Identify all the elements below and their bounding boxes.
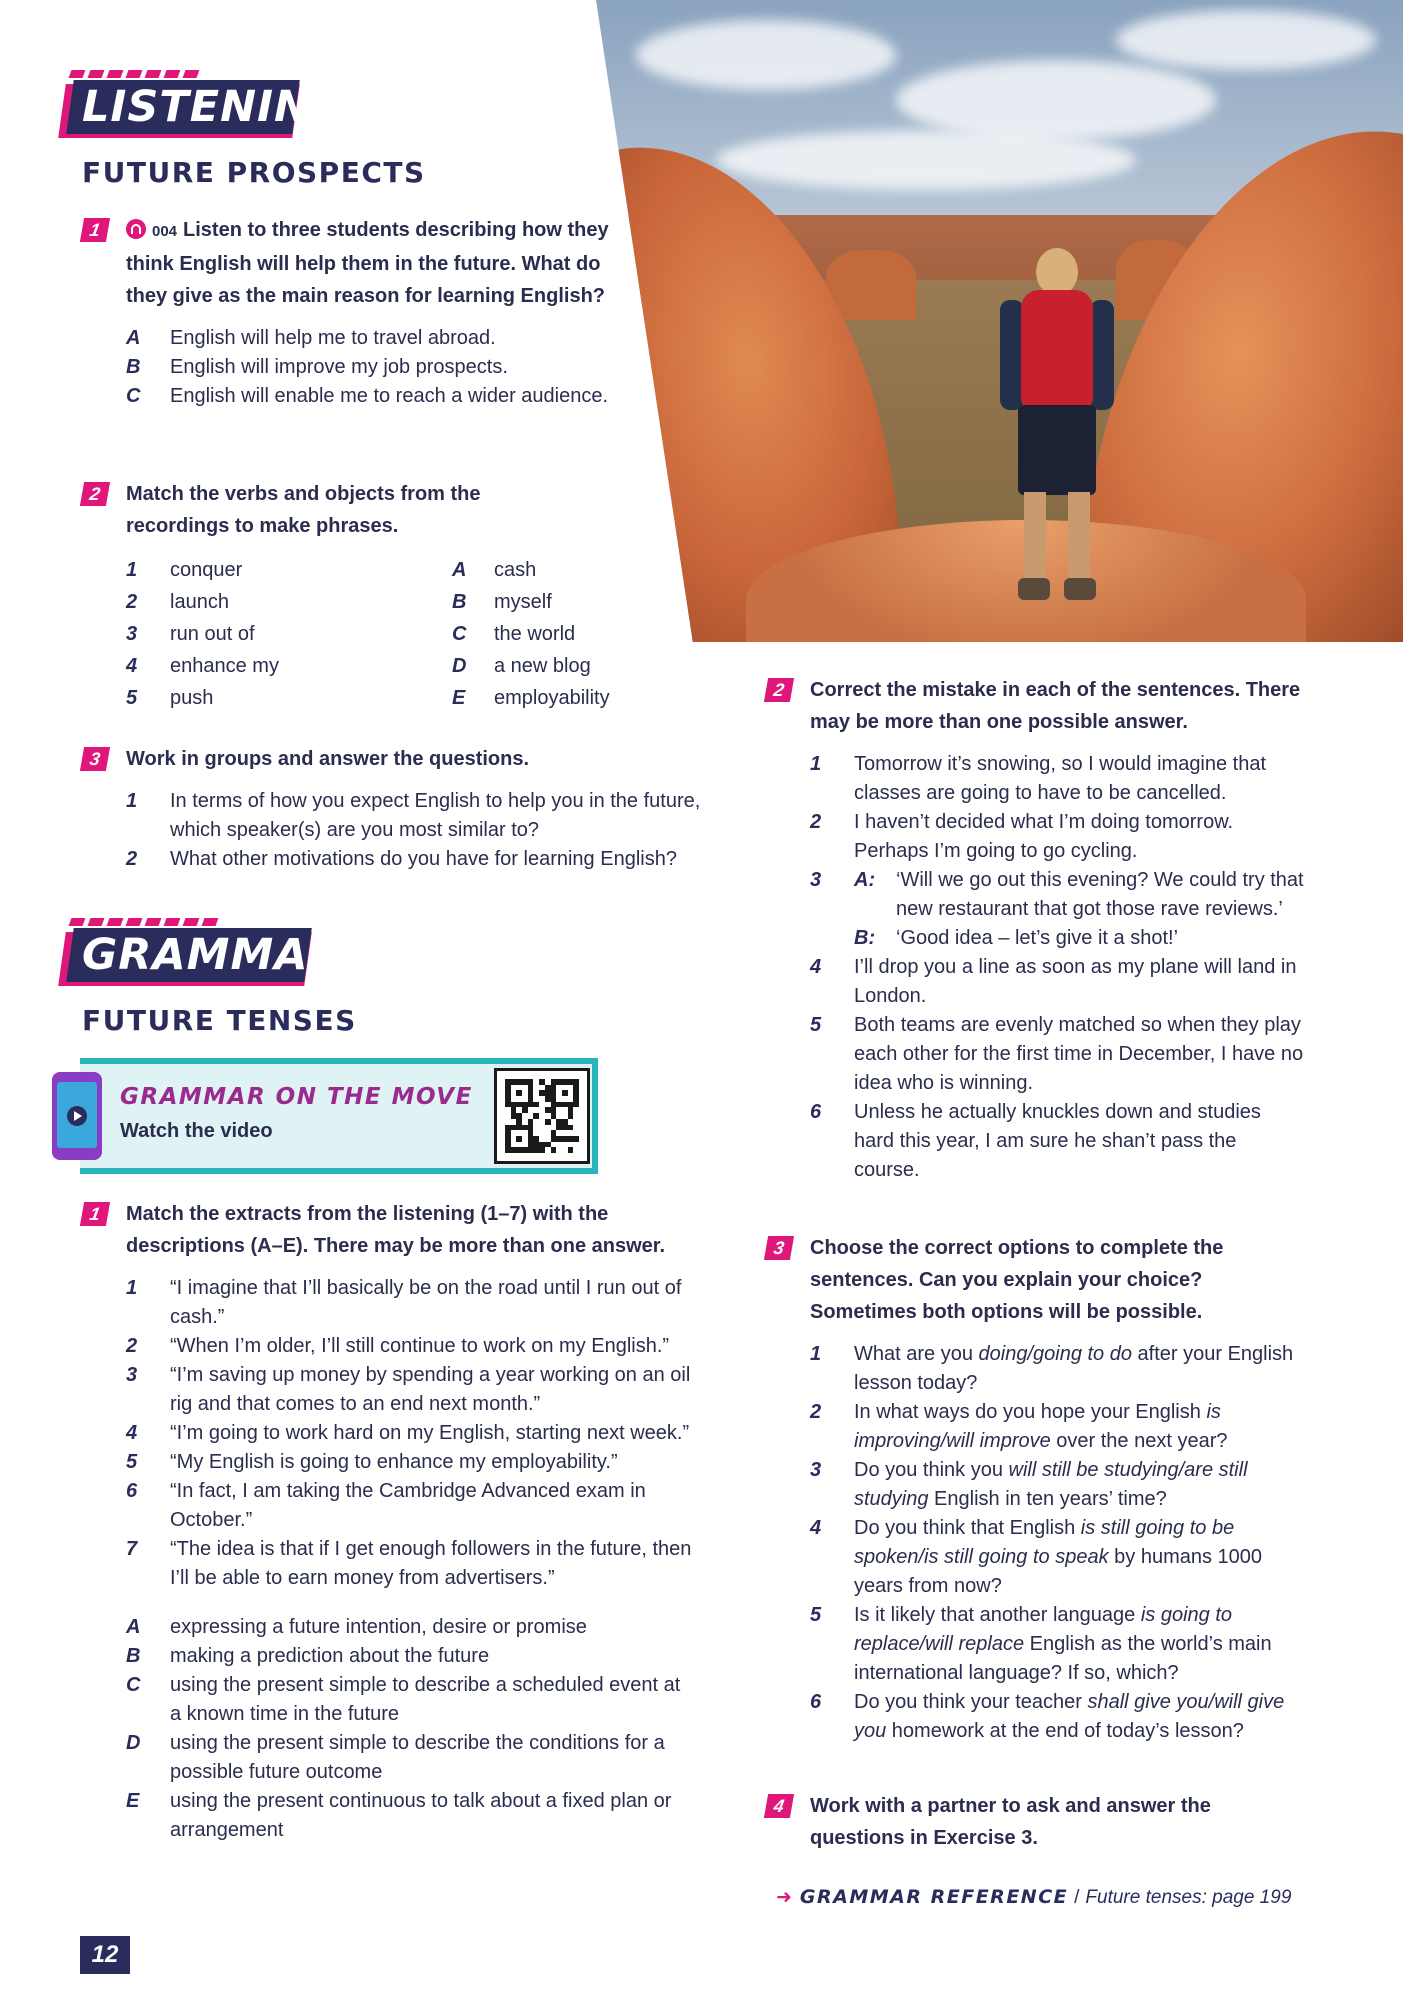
grammar-exercise-4 (766, 1790, 1286, 1854)
listening-exercise-2 (82, 478, 622, 714)
grammar-exercise-1 (82, 1198, 722, 1845)
matching-row: 3 run out of C the world (126, 623, 576, 645)
exercise-instruction: 4 Work with a partner to ask and answer the questions in Exercise 3. (766, 1790, 1280, 1854)
list-item: 2 In what ways do you hope your English is improving/will improve over the next year? (810, 1401, 1228, 1452)
matching-row: 2 launch B myself (126, 591, 552, 613)
sentences-list (766, 750, 1306, 1185)
list-item: E using the present continuous to talk about a fixed plan or arrangement (126, 1790, 672, 1841)
list-item: 1 Tomorrow it’s snowing, so I would imagine that classes are going to have to be cancelled. (810, 753, 1267, 804)
list-item: 6 “In fact, I am taking the Cambridge Advanced exam in October.” (126, 1480, 646, 1531)
questions-list (766, 1340, 1306, 1746)
hiker-arm (1090, 300, 1114, 410)
exercise-number: 1 (80, 218, 110, 242)
grammar-exercise-3 (766, 1232, 1326, 1746)
options-list (82, 324, 622, 411)
hiker-head (1036, 248, 1078, 296)
grammar-exercise-2 (766, 674, 1326, 1185)
listening-exercise-3 (82, 743, 722, 874)
list-item: 1 In terms of how you expect English to help you in the future, which speaker(s) are you most similar to? (126, 790, 701, 841)
list-item: 6 Do you think your teacher shall give you/will give you homework at the end of today’s lesson? (810, 1691, 1285, 1742)
exercise-number: 3 (764, 1236, 794, 1260)
hiker-leg (1024, 492, 1046, 580)
exercise-number: 2 (80, 482, 110, 506)
list-item: 3 Do you think you will still be studying/are still studying English in ten years’ time? (810, 1459, 1248, 1510)
list-item: 3 A: ‘Will we go out this evening? We could try that new restaurant that got those rave reviews.’ (810, 869, 1304, 920)
play-icon (67, 1106, 87, 1126)
list-item: C using the present simple to describe a scheduled event at a known time in the future (126, 1674, 681, 1725)
list-item: 2 I haven’t decided what I’m doing tomorrow. Perhaps I’m going to go cycling. (810, 811, 1234, 862)
list-item: 1 What are you doing/going to do after your English lesson today? (810, 1343, 1294, 1394)
photo-cloud (896, 60, 1216, 140)
grammar-title: GRAMMAR (82, 930, 343, 980)
grammar-subtitle: FUTURE TENSES (82, 1004, 357, 1037)
list-item: 4 Do you think that English is still going to be spoken/is still going to speak by humans 1000 years from now? (810, 1517, 1263, 1597)
descriptions-list (82, 1613, 692, 1845)
list-item: B English will improve my job prospects. (126, 356, 508, 378)
listening-banner (62, 80, 348, 138)
list-item: 1 “I imagine that I’ll basically be on the road until I run out of cash.” (126, 1277, 682, 1328)
list-item: 4 “I’m going to work hard on my English, starting next week.” (126, 1422, 690, 1444)
exercise-instruction: 1 004 Listen to three students describing how they think English will help them in the future. What do they give as the main reason for learning English? (82, 214, 622, 312)
banner-stripes (70, 918, 217, 926)
list-item: 5 Is it likely that another language is going to replace/will replace English as the world’s main international language? If so, which? (810, 1604, 1272, 1684)
exercise-number: 2 (764, 678, 794, 702)
arrow-right-icon: ➜ (776, 1887, 792, 1908)
exercise-instruction: 3 Choose the correct options to complete the sentences. Can you explain your choice? Sometimes both options will be possible. (766, 1232, 1290, 1328)
list-item: 2 What other motivations do you have for learning English? (126, 848, 677, 870)
matching-row: 4 enhance my D a new blog (126, 655, 591, 677)
photo-cloud (1116, 10, 1376, 70)
hiker-backpack (1021, 290, 1093, 408)
list-item: 6 Unless he actually knuckles down and studies hard this year, I am sure he shan’t pass the course. (810, 1101, 1261, 1181)
exercise-number: 1 (80, 1202, 110, 1226)
matching-row: 5 push E employability (126, 687, 610, 709)
list-item: B making a prediction about the future (126, 1645, 490, 1667)
hiker-shorts (1018, 405, 1096, 495)
audio-track-number: 004 (152, 223, 178, 240)
list-item: 3 “I’m saving up money by spending a year working on an oil rig and that comes to an end next month.” (126, 1364, 691, 1415)
listening-exercise-1 (82, 214, 622, 411)
grammar-banner (62, 928, 343, 986)
list-item: 5 Both teams are evenly matched so when they play each other for the first time in December, I have no idea who is winning. (810, 1014, 1304, 1094)
phone-video-icon (52, 1072, 102, 1160)
listening-subtitle: FUTURE PROSPECTS (82, 156, 426, 189)
list-item: 2 “When I’m older, I’ll still continue to work on my English.” (126, 1335, 670, 1357)
hiker-boot (1018, 578, 1050, 600)
grammar-reference-link[interactable]: ➜ GRAMMAR REFERENCE / Future tenses: page 199 (776, 1886, 1292, 1908)
hiker-canyon-photo (596, 0, 1403, 642)
list-item: D using the present simple to describe the conditions for a possible future outcome (126, 1732, 665, 1783)
questions-list (82, 787, 722, 874)
banner-stripes (70, 70, 198, 78)
exercise-instruction: 3 Work in groups and answer the questions. (82, 743, 722, 775)
list-item: 4 I’ll drop you a line as soon as my plane will land in London. (810, 956, 1297, 1007)
hiker-boot (1064, 578, 1096, 600)
qr-code[interactable] (494, 1068, 590, 1164)
photo-cloud (636, 20, 896, 90)
listening-title: LISTENING (82, 82, 348, 132)
audio-icon[interactable] (126, 219, 146, 239)
grammar-on-the-move-title: GRAMMAR ON THE MOVE (120, 1084, 473, 1110)
photo-cloud (716, 130, 1136, 190)
exercise-instruction: 2 Correct the mistake in each of the sentences. There may be more than one possible answer. (766, 674, 1310, 738)
list-item: A English will help me to travel abroad. (126, 327, 496, 349)
matching-row: 1 conquer A cash (126, 559, 537, 581)
exercise-instruction: 2 Match the verbs and objects from the recordings to make phrases. (82, 478, 546, 542)
list-item: 7 “The idea is that if I get enough followers in the future, then I’ll be able to earn money from advertisers.” (126, 1538, 692, 1589)
matching-grid (82, 554, 622, 714)
exercise-number: 4 (764, 1794, 794, 1818)
page-number: 12 (80, 1936, 130, 1974)
list-item: B: ‘Good idea – let’s give it a shot!’ (854, 927, 1179, 949)
exercise-instruction: 1 Match the extracts from the listening (1–7) with the descriptions (A–E). There may be more than one answer. (82, 1198, 726, 1262)
exercise-number: 3 (80, 747, 110, 771)
hiker-leg (1068, 492, 1090, 580)
watch-video-link[interactable]: Watch the video (120, 1120, 273, 1142)
list-item: C English will enable me to reach a wider audience. (126, 385, 609, 407)
list-item: 5 “My English is going to enhance my employability.” (126, 1451, 618, 1473)
extracts-list (82, 1274, 692, 1593)
list-item: A expressing a future intention, desire or promise (126, 1616, 587, 1638)
